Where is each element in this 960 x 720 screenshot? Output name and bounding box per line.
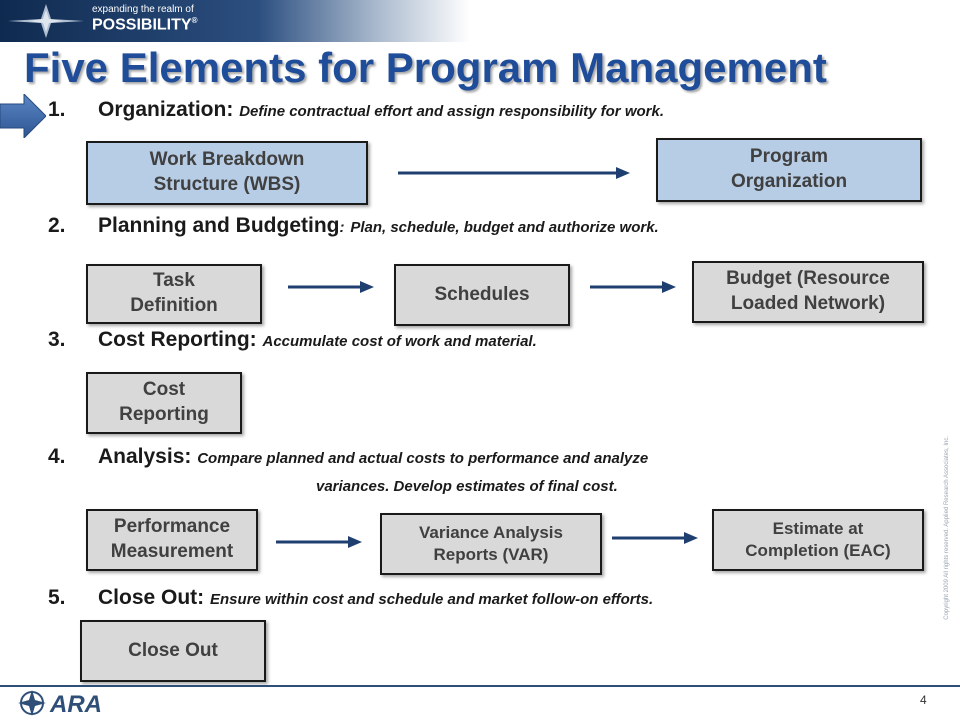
banner-tagline-word: POSSIBILITY	[92, 16, 192, 34]
task-definition-box	[86, 264, 262, 324]
item-number: 4.	[48, 445, 66, 468]
item-heading: Analysis:	[98, 445, 192, 468]
wbs-box	[86, 141, 368, 205]
item-heading: Close Out:	[98, 586, 205, 609]
element-2-planning-budgeting	[48, 214, 659, 238]
box-line: Work Breakdown	[149, 149, 305, 171]
box-line: Variance Analysis	[419, 522, 563, 542]
box-line: Definition	[130, 295, 218, 316]
ara-logo-icon	[16, 689, 136, 717]
box-line: Schedules	[434, 283, 530, 305]
item-heading: Organization:	[98, 98, 234, 121]
cost-reporting-box	[86, 372, 242, 434]
copyright-text: Copyright 2009 All rights reserved. Applied Research Associates, Inc.	[944, 436, 950, 620]
box-line: Program	[749, 146, 829, 168]
element-1-organization	[48, 98, 664, 122]
variance-analysis-box	[380, 513, 602, 575]
box-line: Task	[153, 270, 195, 292]
element-5-close-out	[48, 586, 653, 610]
page-title: Five Elements for Program Management	[24, 44, 827, 91]
arrow-right-icon	[590, 280, 676, 294]
item-heading: Cost Reporting:	[98, 328, 257, 351]
item-description: Compare planned and actual costs to performance and analyze	[197, 450, 649, 467]
program-organization-box	[656, 138, 922, 202]
box-line: Loaded Network)	[730, 293, 886, 314]
performance-measurement-box	[86, 509, 258, 571]
ara-logo-text: ARA	[50, 691, 102, 717]
box-line: Reporting	[119, 404, 209, 425]
arrow-right-icon	[612, 531, 698, 545]
arrow-right-icon	[276, 535, 362, 549]
box-line: Completion (EAC)	[745, 541, 891, 560]
item-description: Plan, schedule, budget and authorize work.	[350, 219, 659, 236]
arrow-right-icon	[398, 166, 630, 180]
element-4-analysis	[48, 445, 648, 469]
compass-star-logo-icon	[6, 2, 86, 40]
box-line: Budget (Resource	[726, 268, 890, 290]
top-banner	[0, 0, 470, 42]
banner-tagline-main	[92, 16, 197, 34]
trademark-symbol: ®	[191, 16, 198, 25]
item-number: 2.	[48, 214, 66, 237]
arrow-right-icon	[288, 280, 374, 294]
budget-box	[692, 261, 924, 323]
box-line: Cost	[142, 379, 186, 401]
box-line: Measurement	[110, 541, 234, 562]
item-number: 5.	[48, 586, 66, 609]
box-line: Organization	[730, 171, 848, 192]
pointer-arrow-icon	[0, 94, 46, 138]
item-description: Ensure within cost and schedule and market follow-on efforts.	[210, 591, 654, 608]
box-line: Reports (VAR)	[433, 545, 549, 564]
eac-box	[712, 509, 924, 571]
banner-tagline-top: expanding the realm of	[92, 4, 194, 15]
copyright-notice	[944, 436, 954, 686]
item-number: 3.	[48, 328, 66, 351]
schedules-box	[394, 264, 570, 326]
item-heading: Planning and Budgeting	[98, 214, 340, 237]
box-line: Estimate at	[772, 518, 864, 538]
close-out-box	[80, 620, 266, 682]
item-period: .	[532, 333, 537, 350]
item-description: Accumulate cost of work and material	[262, 333, 533, 350]
item-description-continued: variances. Develop estimates of final cost.	[316, 478, 618, 495]
box-line: Performance	[113, 516, 231, 538]
item-colon: :	[339, 219, 345, 236]
box-line: Structure (WBS)	[153, 174, 301, 195]
page-number: 4	[920, 693, 927, 707]
item-number: 1.	[48, 98, 66, 121]
footer-divider	[0, 685, 960, 687]
box-line: Close Out	[128, 639, 218, 661]
element-3-cost-reporting	[48, 328, 537, 352]
item-description: Define contractual effort and assign responsibility for work.	[239, 103, 664, 120]
